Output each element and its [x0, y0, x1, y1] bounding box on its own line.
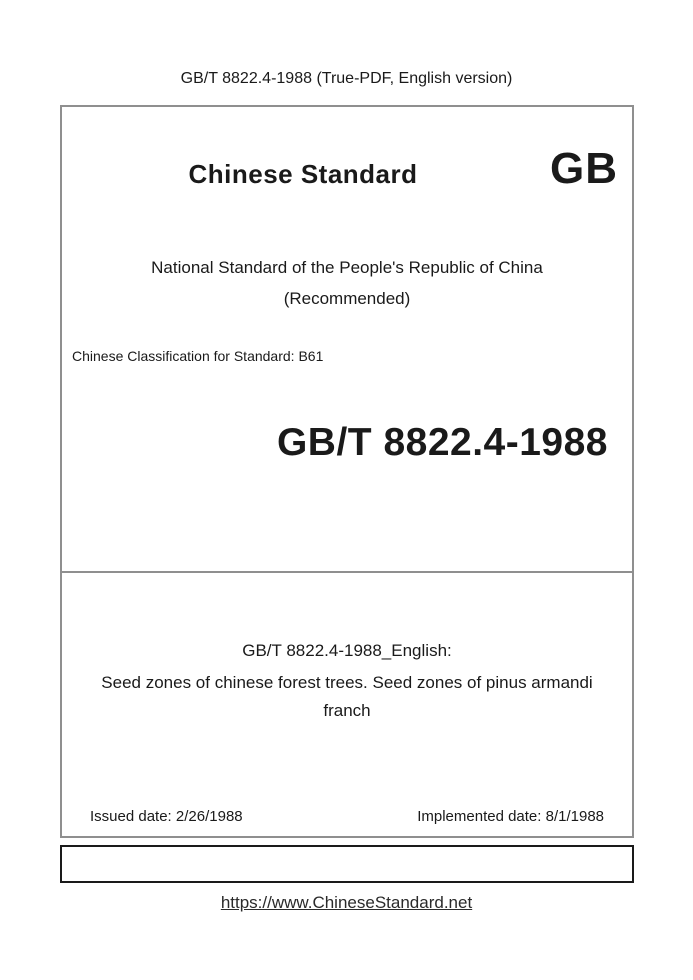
- recommended-line: (Recommended): [283, 289, 411, 308]
- brand-title: Chinese Standard: [188, 159, 418, 189]
- website-link[interactable]: https://www.ChineseStandard.net: [220, 893, 473, 912]
- cover-box: [60, 105, 634, 838]
- cover-top-section: [62, 107, 632, 573]
- gb-logo: GB: [550, 144, 618, 193]
- implemented-date: Implemented date: 8/1/1988: [417, 808, 604, 825]
- cover-bottom-section: [62, 573, 632, 834]
- dates-row: [62, 808, 632, 825]
- document-header-title: GB/T 8822.4-1988 (True-PDF, English version): [180, 70, 513, 87]
- classification-line: Chinese Classification for Standard: B61: [72, 348, 324, 364]
- standard-code-title: GB/T 8822.4-1988: [276, 421, 608, 464]
- issued-date: Issued date: 2/26/1988: [90, 808, 243, 825]
- english-title-label: GB/T 8822.4-1988_English:: [242, 641, 452, 660]
- english-title: Seed zones of chinese forest trees. Seed zones of pinus armandi franch: [101, 673, 593, 720]
- brand-row: [62, 143, 632, 195]
- empty-info-box: [60, 845, 634, 883]
- national-standard-line: National Standard of the People's Republic of China: [151, 258, 543, 277]
